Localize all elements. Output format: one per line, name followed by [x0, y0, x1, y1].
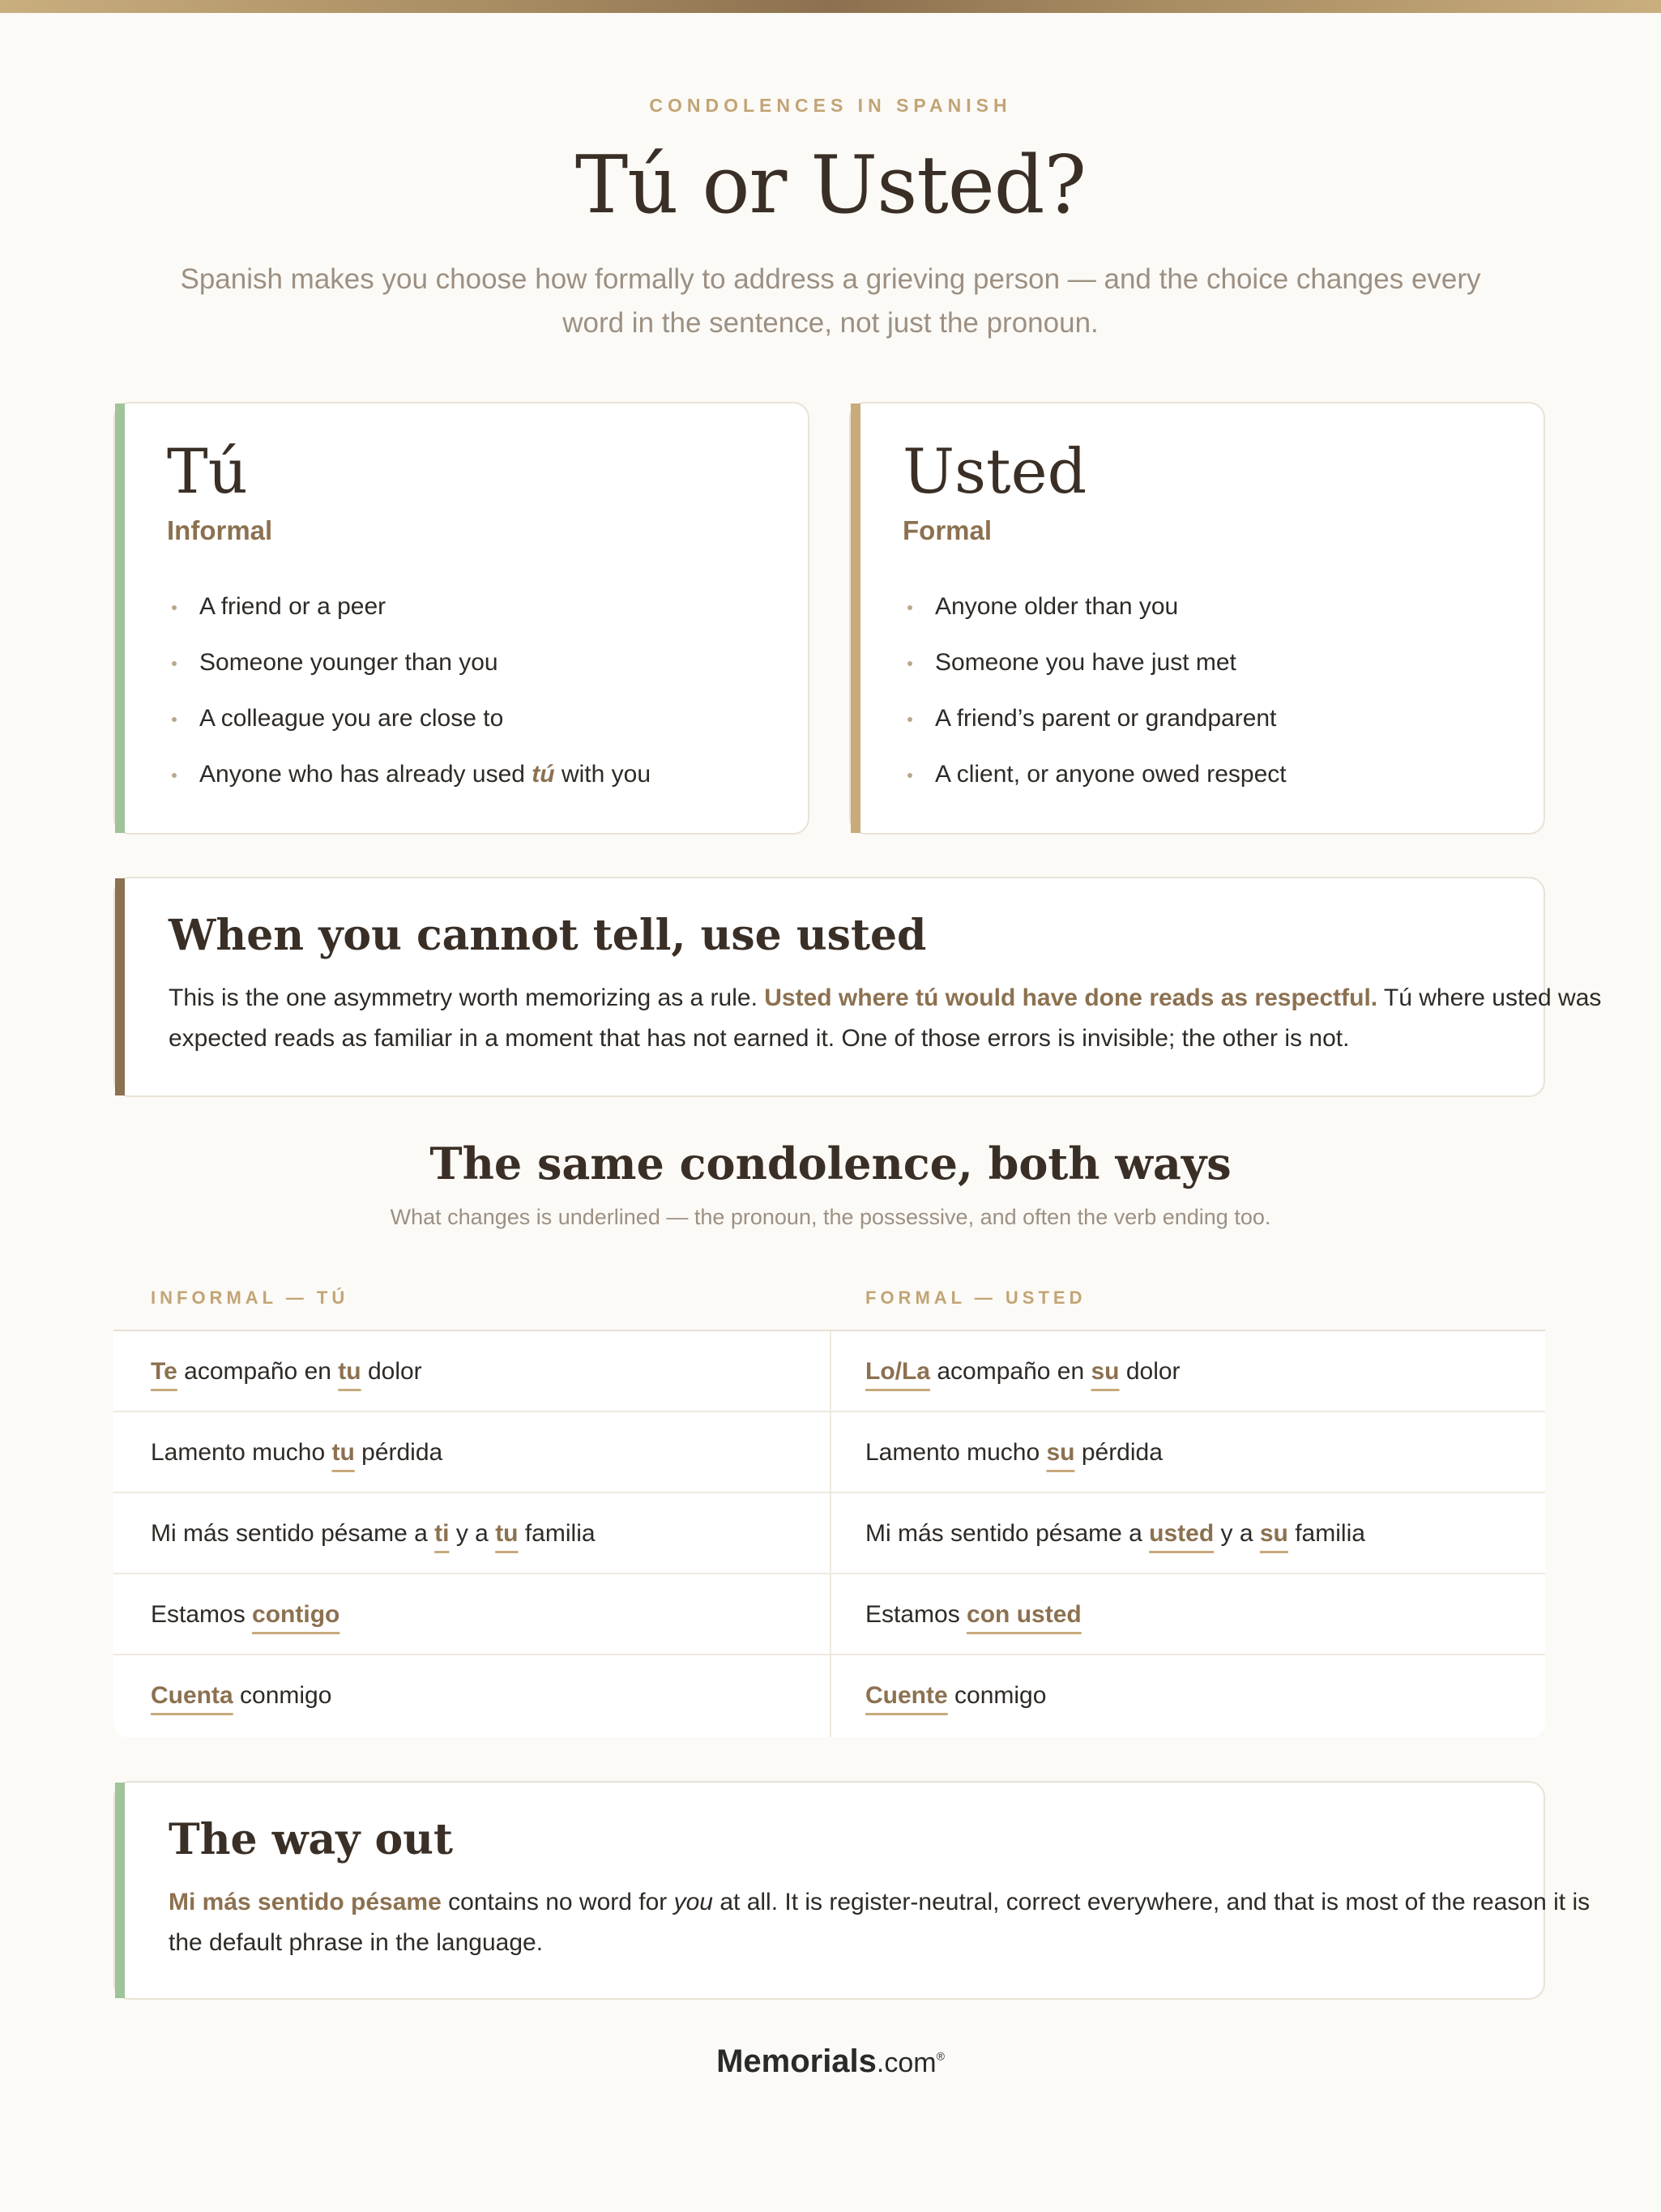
changed-word: contigo	[252, 1601, 340, 1628]
list-item-text: with you	[554, 761, 651, 788]
memorials-logo[interactable]	[0, 2043, 1661, 2080]
changed-word: tu	[338, 1358, 361, 1385]
cell-text: dolor	[1119, 1358, 1181, 1385]
changed-word: su	[1259, 1520, 1288, 1547]
rule-title: When you cannot tell, use usted	[169, 911, 927, 960]
cell-text: Lamento mucho	[865, 1439, 1047, 1466]
rule-callout-accent	[115, 878, 125, 1095]
informal-cell	[151, 1655, 331, 1736]
informal-cell	[151, 1493, 596, 1574]
usted-card-list	[903, 579, 1287, 802]
comparison-table	[113, 1261, 1545, 1737]
table-row	[113, 1493, 1545, 1574]
column-header-informal: INFORMAL — TÚ	[151, 1287, 349, 1308]
cell-text: familia	[1287, 1520, 1365, 1547]
list-item: Someone you have just met	[903, 634, 1287, 690]
comparison-subtitle: What changes is underlined — the pronoun, the possessive, and often the verb ending too.	[390, 1205, 1271, 1229]
comparison-title: The same condolence, both ways	[429, 1138, 1232, 1189]
cell-text: pérdida	[354, 1439, 443, 1466]
usted-card-accent	[851, 404, 860, 833]
cell-text: pérdida	[1074, 1439, 1163, 1466]
rule-callout	[113, 877, 1602, 1097]
changed-word: Cuenta	[151, 1682, 233, 1709]
usted-card	[849, 402, 1545, 835]
list-item: Someone younger than you	[167, 634, 651, 690]
cell-text: y a	[449, 1520, 496, 1547]
usted-card-subtitle: Formal	[903, 515, 993, 545]
cell-text: conmigo	[233, 1682, 332, 1709]
list-item	[167, 746, 651, 802]
list-item-text: Anyone who has already used	[199, 761, 532, 788]
formal-cell	[865, 1574, 1082, 1655]
cell-text: Estamos	[151, 1601, 253, 1628]
tu-card-list	[167, 579, 651, 802]
changed-word: Te	[151, 1358, 177, 1385]
usted-card-title: Usted	[903, 435, 1087, 507]
cell-text: y a	[1214, 1520, 1260, 1547]
changed-word: su	[1091, 1358, 1120, 1385]
changed-word: ti	[434, 1520, 450, 1547]
way-out-body	[169, 1882, 1603, 1963]
cell-text: Mi más sentido pésame a	[865, 1520, 1150, 1547]
logo-suffix: .com	[876, 2048, 937, 2078]
list-item: A friend or a peer	[167, 579, 651, 634]
table-row	[113, 1331, 1545, 1412]
changed-word: usted	[1149, 1520, 1215, 1547]
list-item: A friend’s parent or grandparent	[903, 690, 1287, 746]
cell-text: Estamos	[865, 1601, 967, 1628]
changed-word: con usted	[967, 1601, 1082, 1628]
way-out-text: at all. It is register-neutral, correct everywhere, and that is most of the reason it is the default phrase in the language.	[169, 1889, 1591, 1956]
tu-card	[113, 402, 809, 835]
tu-emphasis: tú	[532, 761, 555, 788]
rule-highlight: Usted where tú would have done reads as respectful.	[764, 984, 1378, 1011]
formal-cell	[865, 1412, 1163, 1493]
cell-text: Lamento mucho	[151, 1439, 332, 1466]
rule-body	[169, 978, 1603, 1059]
table-row	[113, 1412, 1545, 1493]
changed-word: Cuente	[865, 1682, 948, 1709]
cell-text: acompaño en	[930, 1358, 1091, 1385]
tu-card-title: Tú	[167, 435, 248, 507]
changed-word: su	[1046, 1439, 1075, 1466]
tu-card-accent	[115, 404, 125, 833]
page-title: Tú or Usted?	[574, 139, 1087, 232]
rule-text: This is the one asymmetry worth memorizing as a rule.	[169, 984, 765, 1011]
cell-text: familia	[518, 1520, 596, 1547]
eyebrow: CONDOLENCES IN SPANISH	[649, 95, 1012, 116]
informal-cell	[151, 1574, 339, 1655]
cell-text: acompaño en	[177, 1358, 339, 1385]
way-out-text: contains no word for	[441, 1889, 674, 1915]
informal-cell	[151, 1331, 422, 1412]
default-phrase: Mi más sentido pésame	[169, 1889, 442, 1915]
rule-text: Tú where usted was expected reads as familiar in a moment that has not earned it. One of those errors is invisible; the other is not.	[169, 984, 1602, 1052]
way-out-callout	[113, 1781, 1591, 2000]
formal-cell	[865, 1331, 1181, 1412]
changed-word: tu	[495, 1520, 519, 1547]
list-item: A client, or anyone owed respect	[903, 746, 1287, 802]
way-out-title: The way out	[169, 1815, 453, 1864]
cell-text: dolor	[361, 1358, 422, 1385]
top-accent-bar	[0, 0, 1661, 13]
you-emphasis: you	[673, 1889, 713, 1915]
list-item: A colleague you are close to	[167, 690, 651, 746]
list-item: Anyone older than you	[903, 579, 1287, 634]
registered-mark: ®	[936, 2049, 945, 2063]
cell-text: Mi más sentido pésame a	[151, 1520, 435, 1547]
formal-cell	[865, 1655, 1046, 1736]
formal-cell	[865, 1493, 1365, 1574]
table-header	[113, 1261, 1545, 1331]
column-header-formal: FORMAL — USTED	[865, 1287, 1087, 1308]
changed-word: tu	[331, 1439, 355, 1466]
page-subtitle: Spanish makes you choose how formally to address a grieving person — and the choice changes every word in the sentence, not just the pronoun.	[180, 263, 1481, 339]
tu-card-subtitle: Informal	[167, 515, 273, 545]
changed-word: Lo/La	[865, 1358, 930, 1385]
table-row	[113, 1655, 1545, 1736]
cell-text: conmigo	[947, 1682, 1047, 1709]
way-out-accent	[115, 1783, 125, 1998]
table-row	[113, 1574, 1545, 1655]
logo-name: Memorials	[716, 2043, 877, 2079]
informal-cell	[151, 1412, 442, 1493]
